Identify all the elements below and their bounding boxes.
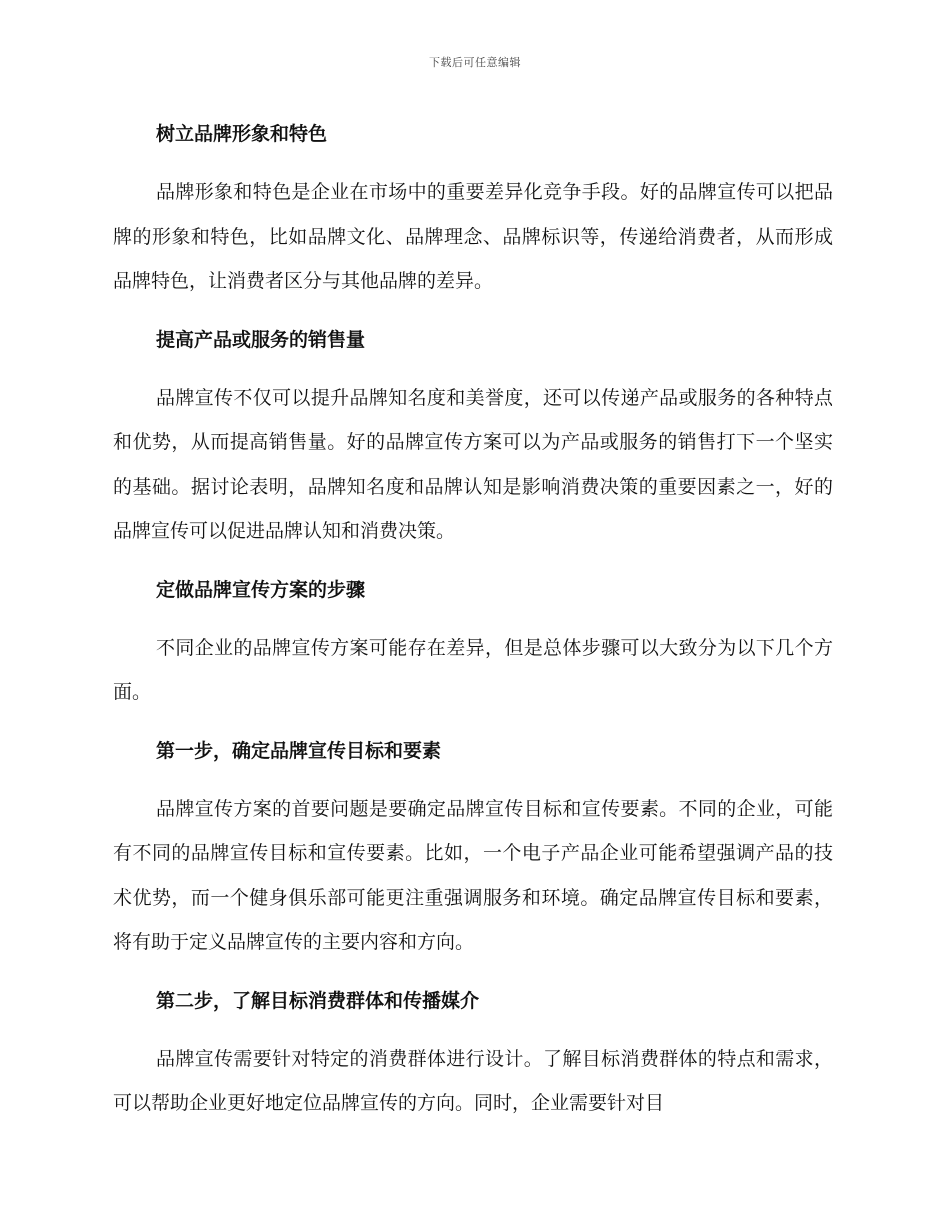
section-heading-plan-steps: 定做品牌宣传方案的步骤 [156,578,366,601]
section-paragraph-step-two: 品牌宣传需要针对特定的消费群体进行设计。了解目标消费群体的特点和需求，可以帮助企业更好地定位品牌宣传的方向。同时，企业需要针对目 [113,1047,833,1114]
page-header: 下载后可任意编辑 [429,56,521,69]
section-paragraph-sales-volume: 品牌宣传不仅可以提升品牌知名度和美誉度，还可以传递产品或服务的各种特点和优势，从而提高销售量。好的品牌宣传方案可以为产品或服务的销售打下一个坚实的基础。据讨论表明，品牌知名度和品牌认知是影响消费决策的重要因素之一，好的品牌宣传可以促进品牌认知和消费决策。 [113,386,833,542]
section-paragraph-brand-image: 品牌形象和特色是企业在市场中的重要差异化竞争手段。好的品牌宣传可以把品牌的形象和特色，比如品牌文化、品牌理念、品牌标识等，传递给消费者，从而形成品牌特色，让消费者区分与其他品牌的差异。 [113,181,833,292]
section-paragraph-step-one: 品牌宣传方案的首要问题是要确定品牌宣传目标和宣传要素。不同的企业，可能有不同的品牌宣传目标和宣传要素。比如，一个电子产品企业可能希望强调产品的技术优势，而一个健身俱乐部可能更注重强调服务和环境。确定品牌宣传目标和要素，将有助于定义品牌宣传的主要内容和方向。 [113,797,833,953]
section-heading-brand-image: 树立品牌形象和特色 [156,123,328,145]
section-paragraph-plan-steps: 不同企业的品牌宣传方案可能存在差异，但是总体步骤可以大致分为以下几个方面。 [113,636,833,703]
document-body [113,112,833,1140]
section-heading-sales-volume: 提高产品或服务的销售量 [156,328,366,351]
section-heading-step-one: 第一步，确定品牌宣传目标和要素 [156,739,442,762]
section-heading-step-two: 第二步，了解目标消费群体和传播媒介 [156,989,480,1012]
